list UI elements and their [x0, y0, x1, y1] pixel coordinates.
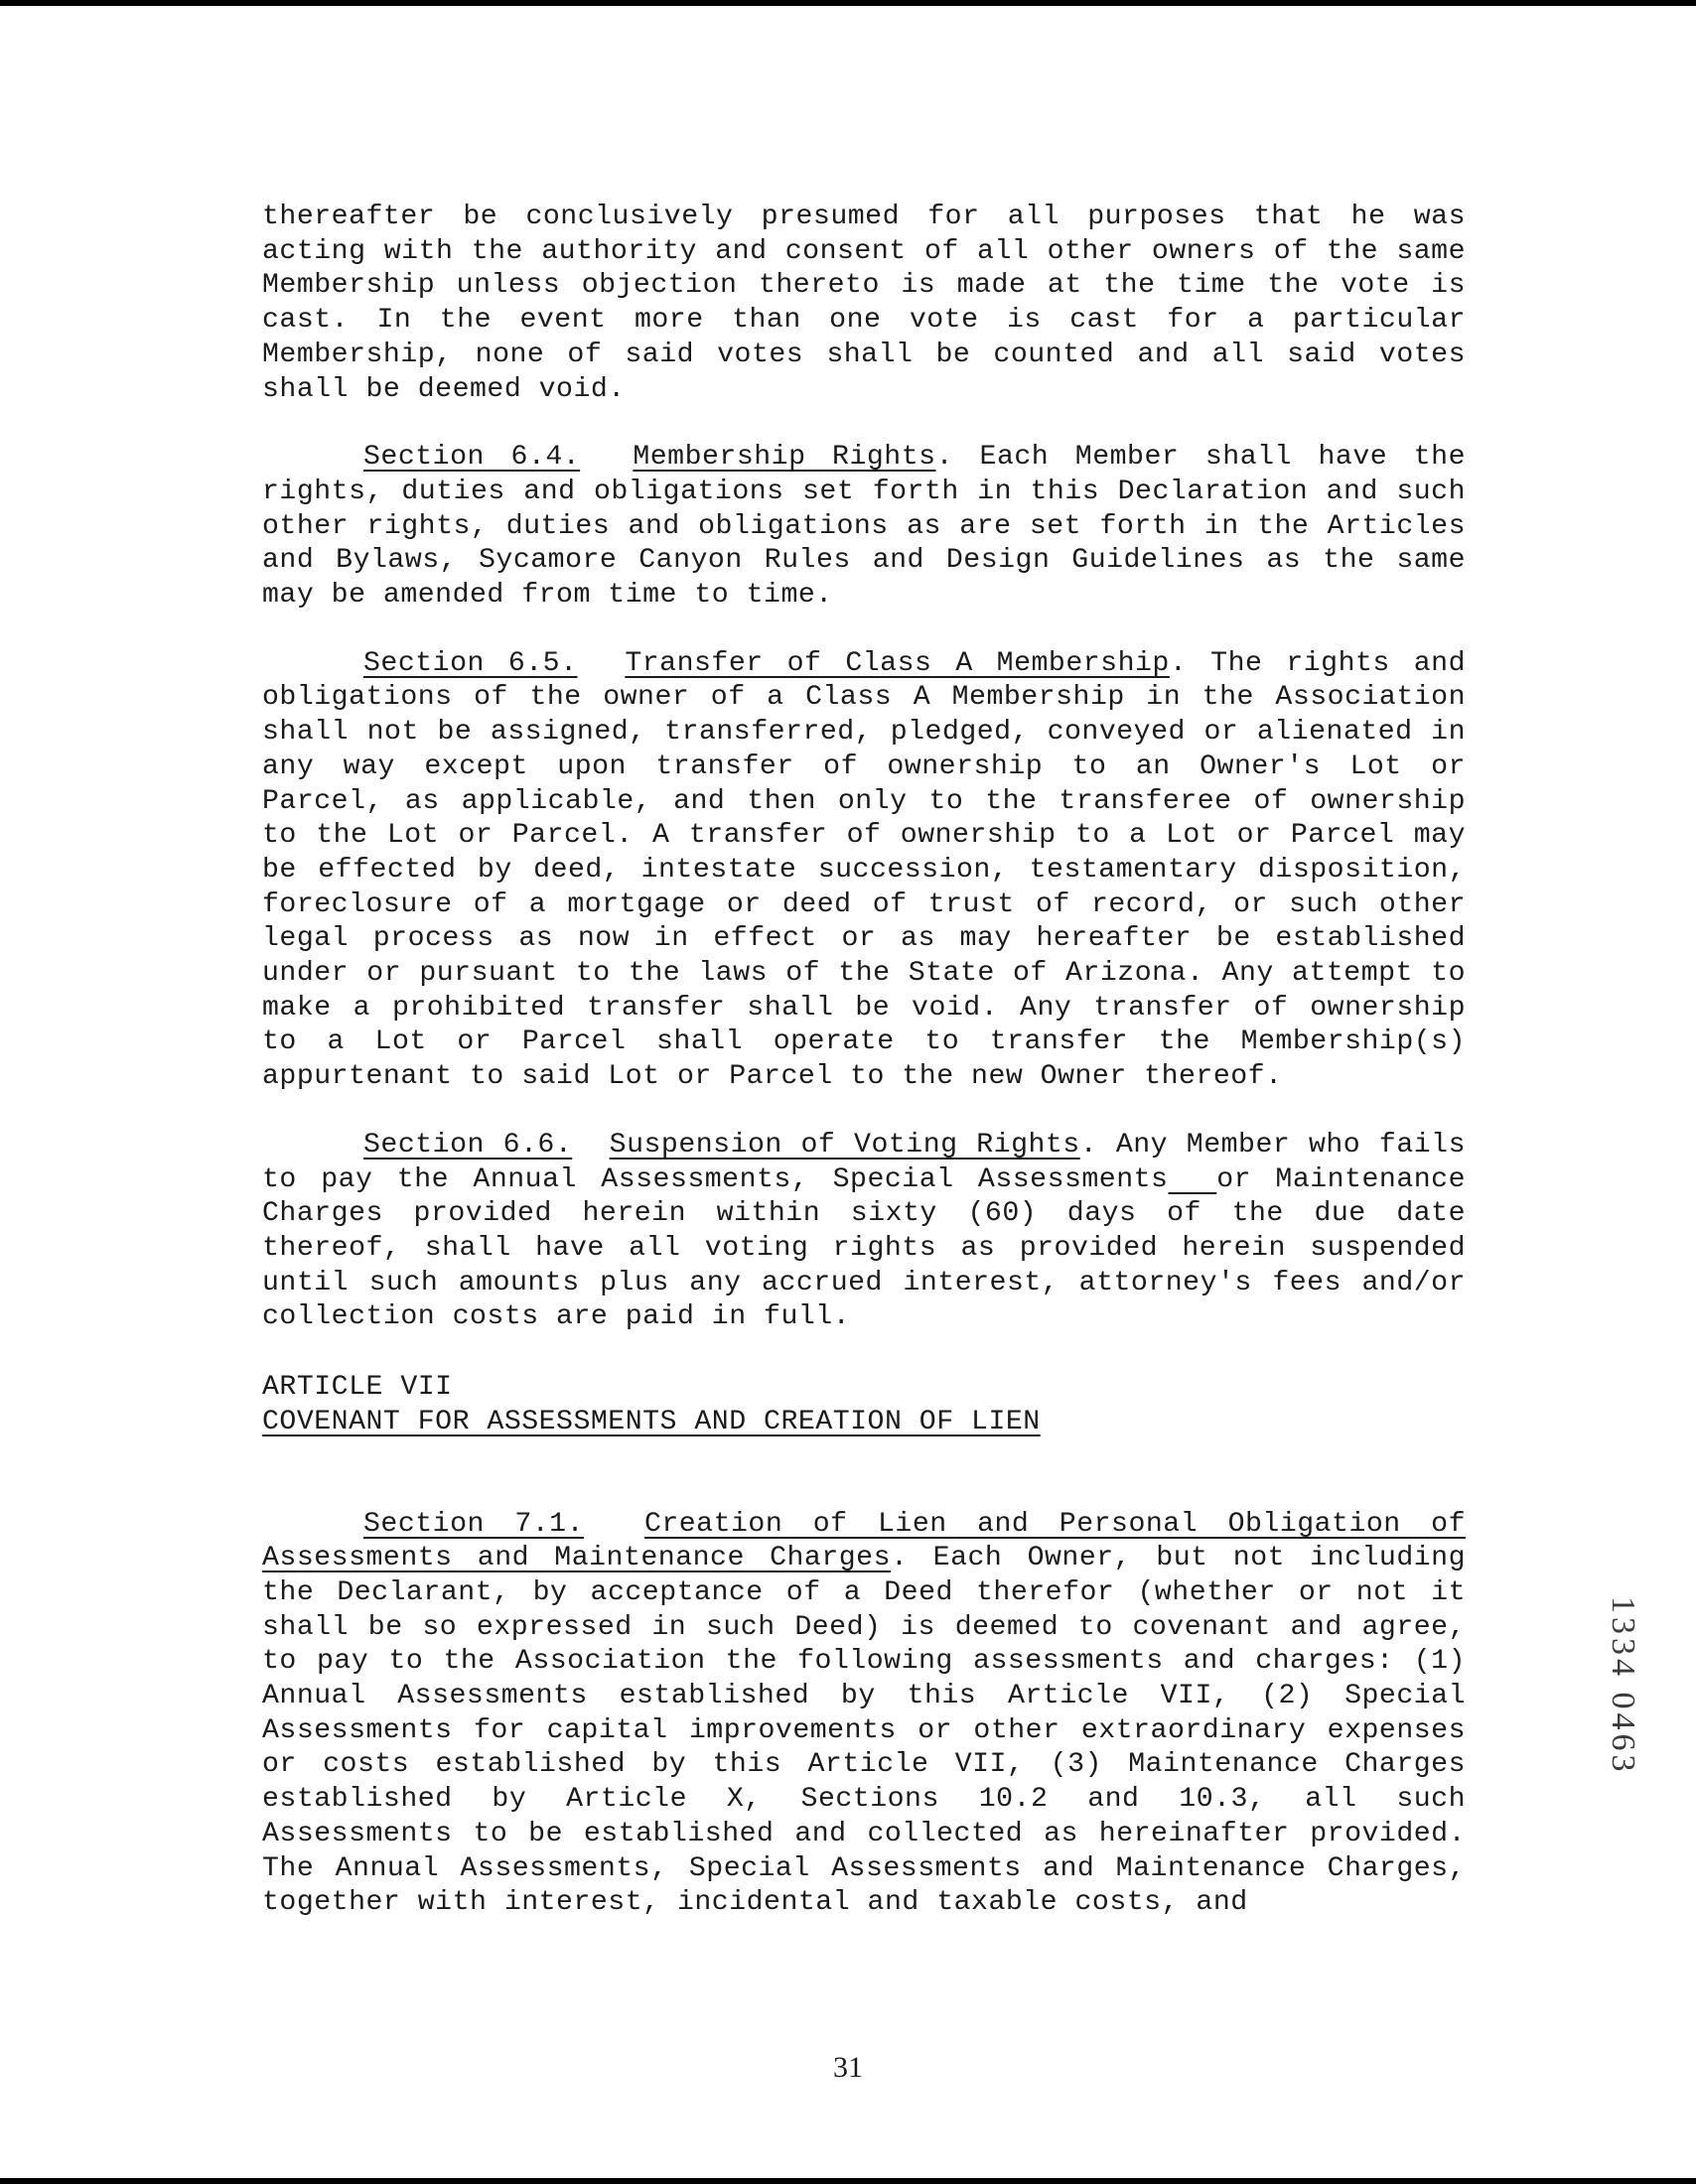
recording-number-stamp: 1334 0463: [1605, 1596, 1641, 1776]
document-page: [262, 201, 1466, 1921]
article-header: [262, 1371, 1466, 1439]
section-body: . Each Member shall have the rights, duties and obligations set forth in this Declaration and such other rights, duties and obligations as are set forth in the Articles and Bylaws, Sycamore Canyon Rules and Design Guidelines as the same may be amended from time to time.: [262, 442, 1467, 612]
section-number: Section 7.1.: [363, 1508, 585, 1540]
section-6-6: [262, 1129, 1466, 1335]
section-6-4: [262, 441, 1466, 614]
section-title: Creation of Lien and Personal Obligation of Assessments and Maintenance Charges: [262, 1508, 1467, 1574]
top-scan-border: [0, 0, 1696, 6]
section-6-5: [262, 647, 1466, 1095]
section-title: Suspension of Voting Rights: [609, 1129, 1080, 1160]
section-body-part-a: . Any Member who fails to pay the Annual Assessments, Special Assessments: [262, 1129, 1466, 1195]
paragraph-continuation: thereafter be conclusively presumed for all purposes that he was acting with the authority and consent of all other owners of the same Membership unless objection thereto is made at the time the vote is cast. In the event more than one vote is cast for a particular Membership, none of said votes shall be counted and all said votes shall be deemed void.: [262, 202, 1466, 405]
article-heading: COVENANT FOR ASSESSMENTS AND CREATION OF LIEN: [262, 1406, 1041, 1437]
underlined-gap: [1168, 1164, 1216, 1195]
section-body: . The rights and obligations of the owner of a Class A Membership in the Association shall not be assigned, transferred, pledged, conveyed or alienated in any way except upon transfer of ownership to an Owner's Lot or Parcel, as applicable, and then only to the transferee of ownership to the Lot or Parcel. A transfer of ownership to a Lot or Parcel may be effected by deed, intestate succession, testamentary disposition, foreclosure of a mortgage or deed of trust of record, or such other legal process as now in effect or as may hereafter be established under or pursuant to the laws of the State of Arizona. Any attempt to make a prohibited transfer shall be void. Any transfer of ownership to a Lot or Parcel shall operate to transfer the Membership(s) appurtenant to said Lot or Parcel to the new Owner thereof.: [262, 647, 1466, 1093]
page-number: 31: [833, 2051, 863, 2084]
section-body: . Each Owner, but not including the Declarant, by acceptance of a Deed therefor (whether or not it shall be so expressed in such Deed) is deemed to covenant and agree, to pay to the Association the following assessments and charges: (1) Annual Assessments established by this Article VII, (2) Special Assessments for capital improvements or other extraordinary expenses or costs established by this Article VII, (3) Maintenance Charges established by Article X, Sections 10.2 and 10.3, all such Assessments to be established and collected as hereinafter provided. The Annual Assessments, Special Assessments and Maintenance Charges, together with interest, incidental and taxable costs, and: [262, 1543, 1466, 1919]
section-number: Section 6.4.: [363, 442, 581, 474]
section-7-1: [262, 1508, 1466, 1921]
section-number: Section 6.5.: [363, 647, 578, 679]
article-title: ARTICLE VII: [262, 1372, 453, 1404]
section-body-part-b: or Maintenance Charges provided herein within sixty (60) days of the due date thereof, shall have all voting rights as provided herein suspended until such amounts plus any accrued interest, attorney's fees and/or collection costs are paid in full.: [262, 1163, 1466, 1333]
section-number: Section 6.6.: [363, 1129, 573, 1160]
bottom-scan-border: [0, 2178, 1696, 2184]
section-title: Membership Rights: [633, 442, 936, 474]
section-title: Transfer of Class A Membership: [625, 647, 1170, 679]
